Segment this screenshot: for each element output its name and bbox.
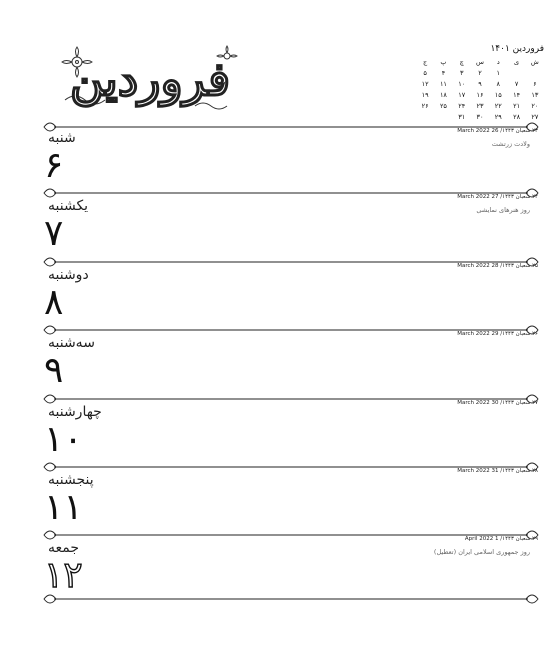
calendar-day: ۱۴ bbox=[513, 91, 521, 99]
calendar-day: ۲۰ bbox=[531, 102, 539, 110]
day-occasion: ولادت زرتشت bbox=[491, 140, 530, 148]
calendar-day: ۲۷ bbox=[531, 113, 539, 121]
day-date: ۲۹ شعبان ۱۴۴۳/ 1 April 2022 bbox=[464, 536, 538, 542]
day-date: ۲۳ شعبان ۱۴۴۳/ 26 March 2022 bbox=[457, 128, 538, 134]
day-occasion: روز جمهوری اسلامی ایران (تعطیل) bbox=[433, 548, 530, 556]
weekday-header: چ bbox=[459, 58, 464, 66]
day-row bbox=[0, 460, 558, 528]
day-date: ۲۴ شعبان ۱۴۴۳/ 27 March 2022 bbox=[457, 194, 538, 200]
day-date: ۲۵ شعبان ۱۴۴۳/ 28 March 2022 bbox=[457, 263, 538, 269]
day-date: ۲۸ شعبان ۱۴۴۳/ 31 March 2022 bbox=[457, 468, 538, 474]
day-name: دوشنبه bbox=[48, 267, 89, 283]
day-row bbox=[0, 528, 558, 596]
day-number: ۱۱ bbox=[44, 487, 83, 528]
day-number: ۷ bbox=[44, 213, 64, 254]
weekday-header: د bbox=[496, 58, 500, 66]
calendar-day: ۴ bbox=[441, 69, 446, 77]
calendar-day: ۷ bbox=[514, 80, 519, 88]
day-name: یکشنبه bbox=[48, 198, 89, 214]
weekday-header: ش bbox=[530, 58, 539, 66]
mini-calendar-grid bbox=[416, 57, 544, 122]
weekday-header: ج bbox=[423, 58, 428, 66]
calendar-day: ۹ bbox=[478, 80, 482, 88]
calendar-day: ۱۲ bbox=[421, 80, 429, 88]
day-date: ۲۷ شعبان ۱۴۴۳/ 30 March 2022 bbox=[457, 400, 538, 406]
day-row bbox=[0, 392, 558, 460]
leaf-divider-icon bbox=[42, 592, 540, 606]
day-occasion: روز هنرهای نمایشی bbox=[476, 206, 530, 214]
calendar-day: ۸ bbox=[496, 80, 501, 88]
calendar-day: ۲۴ bbox=[458, 102, 466, 110]
calendar-day: ۲۲ bbox=[494, 102, 502, 110]
day-number: ۱۲ bbox=[44, 555, 83, 596]
calendar-day: ۳ bbox=[459, 69, 464, 77]
calendar-day: ۲۱ bbox=[513, 102, 521, 110]
day-name: سه‌شنبه bbox=[48, 335, 95, 351]
mini-calendar-title: فروردین ۱۴۰۱ bbox=[490, 44, 544, 54]
calendar-day bbox=[526, 68, 544, 78]
calendar-day: ۱۳ bbox=[531, 91, 539, 99]
month-title: فروردین bbox=[69, 52, 231, 106]
weekday-header: پ bbox=[440, 58, 447, 66]
day-number: ۱۰ bbox=[44, 419, 83, 460]
day-number: ۸ bbox=[44, 282, 64, 323]
calendar-day: ۳۱ bbox=[458, 113, 466, 121]
calendar-day: ۲۶ bbox=[421, 102, 429, 110]
day-name: شنبه bbox=[48, 130, 76, 146]
calendar-day: ۲۸ bbox=[513, 113, 521, 121]
month-title-art bbox=[55, 40, 245, 118]
day-number: ۶ bbox=[44, 145, 64, 186]
calendar-day: ۱۰ bbox=[458, 80, 466, 88]
calendar-day: ۶ bbox=[533, 80, 537, 88]
calendar-day bbox=[507, 68, 525, 78]
day-date: ۲۶ شعبان ۱۴۴۳/ 29 March 2022 bbox=[457, 331, 538, 337]
calendar-day: ۵ bbox=[423, 69, 427, 77]
calendar-day: ۱۵ bbox=[494, 91, 502, 99]
day-number: ۹ bbox=[44, 350, 64, 391]
calendar-day: ۱۷ bbox=[458, 91, 466, 99]
day-row bbox=[0, 255, 558, 323]
day-row bbox=[0, 120, 558, 188]
calendar-day: ۲ bbox=[478, 69, 482, 77]
day-name: چهارشنبه bbox=[48, 404, 102, 420]
day-name: جمعه bbox=[48, 540, 80, 556]
calendar-day: ۳۰ bbox=[476, 113, 484, 121]
calendar-day: ۲۹ bbox=[494, 113, 502, 121]
day-name: پنجشنبه bbox=[48, 472, 94, 488]
weekday-header: ی bbox=[514, 58, 520, 66]
weekday-header: س bbox=[476, 58, 484, 66]
bottom-divider bbox=[0, 592, 558, 608]
calendar-day: ۱۸ bbox=[439, 91, 447, 99]
calendar-day: ۱۱ bbox=[439, 80, 447, 88]
day-row bbox=[0, 323, 558, 391]
mini-calendar bbox=[416, 44, 544, 122]
calendar-day: ۱ bbox=[496, 69, 501, 77]
calendar-day: ۱۶ bbox=[476, 91, 484, 99]
calendar-day: ۱۹ bbox=[421, 91, 429, 99]
calendar-day: ۲۵ bbox=[439, 102, 447, 110]
day-row bbox=[0, 186, 558, 254]
calendar-day: ۲۳ bbox=[476, 102, 484, 110]
